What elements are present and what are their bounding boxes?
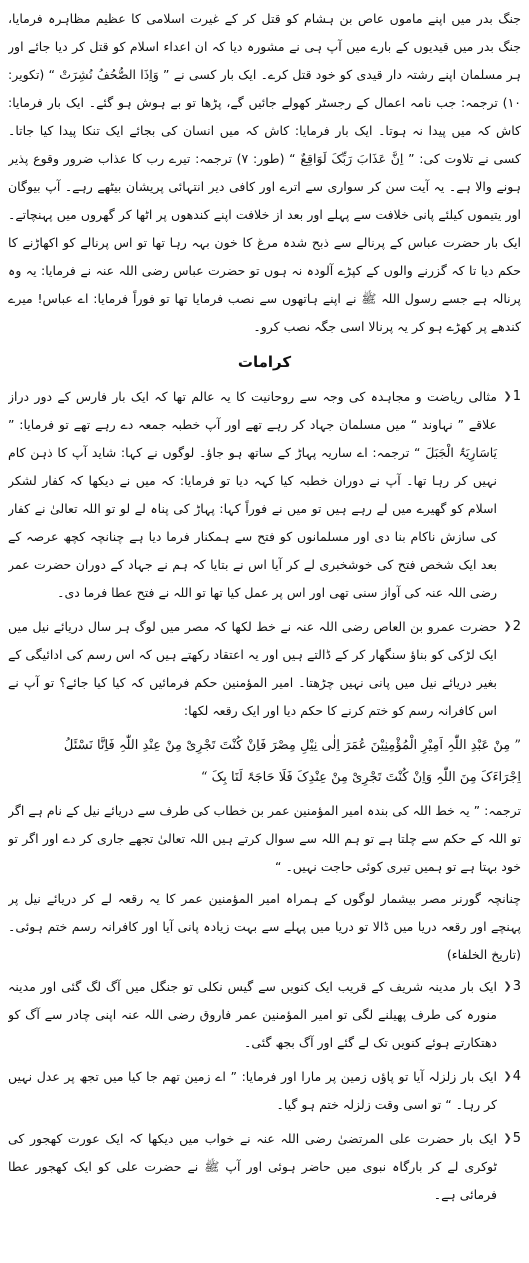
item-text: ایک بار حضرت علی المرتضیٰ رضی اللہ عنہ نے خواب میں دیکھا کہ ایک عورت کھجور کی ٹوکری لے کر بارگاہ نبوی میں حاضر ہوئی اور آپ ﷺ نے حضرت علی کو ایک کھجور عطا فرمائی ہے۔ (8, 1131, 497, 1202)
item-text: ایک بار زلزلہ آیا تو پاؤں زمین پر مارا اور فرمایا: ” اے زمین تھم جا کیا میں تجھ پر عدل نہیں کر رہا۔ “ تو اسی وقت زلزلہ ختم ہو گیا۔ (8, 1069, 497, 1112)
karamat-item-5 (8, 1125, 521, 1209)
item-number (503, 973, 521, 1001)
arabic-letter-block (8, 731, 521, 793)
item-2-continuation: چنانچہ گورنر مصر بیشمار لوگوں کے ہمراہ امیر المؤمنین عمر کا یہ رقعہ لے کر دریائے نیل پر پہنچے اور رقعہ دریا میں ڈالا تو دریا میں پہلے سے بہت زیادہ پانی آیا اور کافرانہ رسم ختم ہوئی۔ (تاریخ الخلفاء) (8, 891, 521, 962)
item-number (503, 613, 521, 641)
item-number (503, 383, 521, 411)
arabic-letter-line: اِجْرَاءَکَ مِنَ اللّٰہِ وَاِنْ کُنْتَ تَجْرِیْ مِنْ عِنْدِکَ فَلَا حَاجَۃَ لَنَا بِکَ “ (200, 770, 521, 785)
intro-paragraph: جنگ بدر میں اپنے ماموں عاص بن ہشام کو قتل کر کے غیرت اسلامی کا عظیم مظاہرہ فرمایا، جنگ بدر میں قیدیوں کے بارے میں آپ ہی نے مشورہ دیا کہ ان اعداء اسلام کو قتل کر دیا جائے اور ہر مسلمان اپنے رشتہ دار قیدی کو خود قتل کرے۔ ایک بار کسی نے ” وَاِذَا الصُّحُفُ نُشِرَتْ “ (تکویر: ۱۰) ترجمہ: جب نامہ اعمال کے رجسٹر کھولے جائیں گے، پڑھا تو بے ہوش ہو گئے۔ ایک بار فرمایا: کاش کہ میں پیدا نہ ہوتا۔ ایک بار فرمایا: کاش کہ میں انسان کی بجائے ایک تنکا پیدا کیا جاتا۔ کسی نے تلاوت کی: ” اِنَّ عَذَابَ رَبِّکَ لَوَاقِعٌ “ (طور: ۷) ترجمہ: تیرے رب کا عذاب ضرور وقوع پذیر ہونے والا ہے۔ یہ آیت سن کر سواری سے اترے اور کافی دیر انتہائی پریشان بیٹھے رہے۔ آپ بیوگان اور یتیموں کیلئے پانی خلافت سے پہلے اور بعد از خلافت اپنے کندھوں پر اٹھا کر گھروں میں پہنچاتے۔ ایک بار حضرت عباس کے پرنالے سے ذبح شدہ مرغ کا خون بہہ رہا تھا تو اس پرنالے کو اکھاڑنے کا حکم دیا تا کہ گزرنے والوں کے کپڑے آلودہ نہ ہوں تو حضرت عباس رضی اللہ عنہ نے فرمایا: یہ وہ پرنالہ ہے جسے رسول اللہ ﷺ نے اپنے ہاتھوں سے نصب فرمایا تھا تو فوراً فرمایا: اے عباس! میرے کندھے پر کھڑے ہو کر یہ پرنالا اسی جگہ نصب کرو۔ (8, 11, 521, 334)
item-number (503, 1125, 521, 1153)
item-number-text: 5 (512, 1131, 521, 1146)
karamat-item-2 (8, 613, 521, 725)
karamat-item-1 (8, 383, 521, 607)
item-text: ایک بار مدینہ شریف کے قریب ایک کنویں سے گیس نکلی تو جنگل میں آگ لگ گئی اور مدینہ منورہ کی طرف پھیلنے لگی تو امیر المؤمنین عمر فاروق رضی اللہ عنہ اپنی چادر سے آگ کو دھتکارتے ہوئے کنویں تک لے گئے اور آگ بجھ گئی۔ (8, 979, 497, 1050)
item-text: مثالی ریاضت و مجاہدہ کی وجہ سے روحانیت کا یہ عالم تھا کہ ایک بار فارس کے دور دراز علاقے ” نہاوند “ میں مسلمان جہاد کر رہے تھے اور آپ خطبہ جمعہ دے رہے تھے تو فرمایا: ” یَاسَارِیَۃُ الْجَبَلَ “ ترجمہ: اے ساریہ پہاڑ کے ساتھ ہو جاؤ۔ لوگوں نے کہا: شاید آپ کا ذہن کام نہیں کر رہا تھا۔ آپ نے دوران خطبہ کیا کہہ دیا تو فرمایا: کہ میں نے دیکھا کہ کفار لشکر اسلام کو گھیرے میں لے رہے ہیں تو میں نے فوراً کہا: پہاڑ کی پناہ لے لو تو اللہ تعالیٰ نے کفار کی سازش ناکام بنا دی اور مسلمانوں کو فتح سے ہمکنار فرما دیا ہے چنانچہ کچھ عرصہ کے بعد ایک شخص فتح کی خوشخبری لے کر آیا اس نے بتایا کہ ہم نے جہاد کے دوران حضرت عمر رضی اللہ عنہ کی آواز سنی تھی اور اس پر عمل کیا تھا تو اللہ نے فتح عطا فرما دی۔ (8, 389, 497, 600)
item-number-text: 4 (512, 1069, 521, 1084)
section-heading-karamat: کرامات (237, 353, 292, 371)
karamat-item-4 (8, 1063, 521, 1119)
item-number (503, 1063, 521, 1091)
chevron-left-icon: ❮ (503, 1071, 512, 1082)
chevron-left-icon: ❮ (503, 981, 512, 992)
karamat-item-3 (8, 973, 521, 1057)
chevron-left-icon: ❮ (503, 1133, 512, 1144)
item-text: حضرت عمرو بن العاص رضی اللہ عنہ نے خط لکھا کہ مصر میں لوگ ہر سال دریائے نیل میں ایک لڑکی کو بناؤ سنگھار کر کے ڈالتے ہیں اور یہ اعتقاد رکھتے ہیں کہ اس رسم کی ادائیگی کے بغیر دریائے نیل میں پانی نہیں چڑھتا۔ امیر المؤمنین حکم فرمائیں کہ کیا کیا جائے؟ تو آپ نے اس کافرانہ رسم کو ختم کرنے کا حکم دیا اور ایک رقعہ لکھا: (8, 619, 497, 718)
item-number-text: 2 (512, 619, 521, 634)
letter-translation: ترجمہ: ” یہ خط اللہ کی بندہ امیر المؤمنین عمر بن خطاب کی طرف سے دریائے نیل کے نام ہے اگر تو اللہ کے حکم سے چلتا ہے تو ہم اللہ سے سوال کرتے ہیں اللہ تعالیٰ تجھے جاری کر دے اور اگر تو خود بہتا ہے تو ہمیں تیری کوئی حاجت نہیں۔ “ (8, 803, 521, 874)
item-number-text: 3 (512, 979, 521, 994)
item-number-text: 1 (512, 389, 521, 404)
chevron-left-icon: ❮ (503, 621, 512, 632)
arabic-letter-line: ” مِنْ عَبْدِ اللّٰہِ اَمِیْرِ الْمُؤْمِنِیْنَ عُمَرَ اِلٰی نِیْلِ مِصْرَ فَاِنْ کُنْتَ تَجْرِیْ مِنْ عِنْدِ اللّٰہِ فَاِنَّا نَسْئَلُ (63, 738, 521, 753)
document-page (8, 5, 521, 1253)
chevron-left-icon: ❮ (503, 391, 512, 402)
